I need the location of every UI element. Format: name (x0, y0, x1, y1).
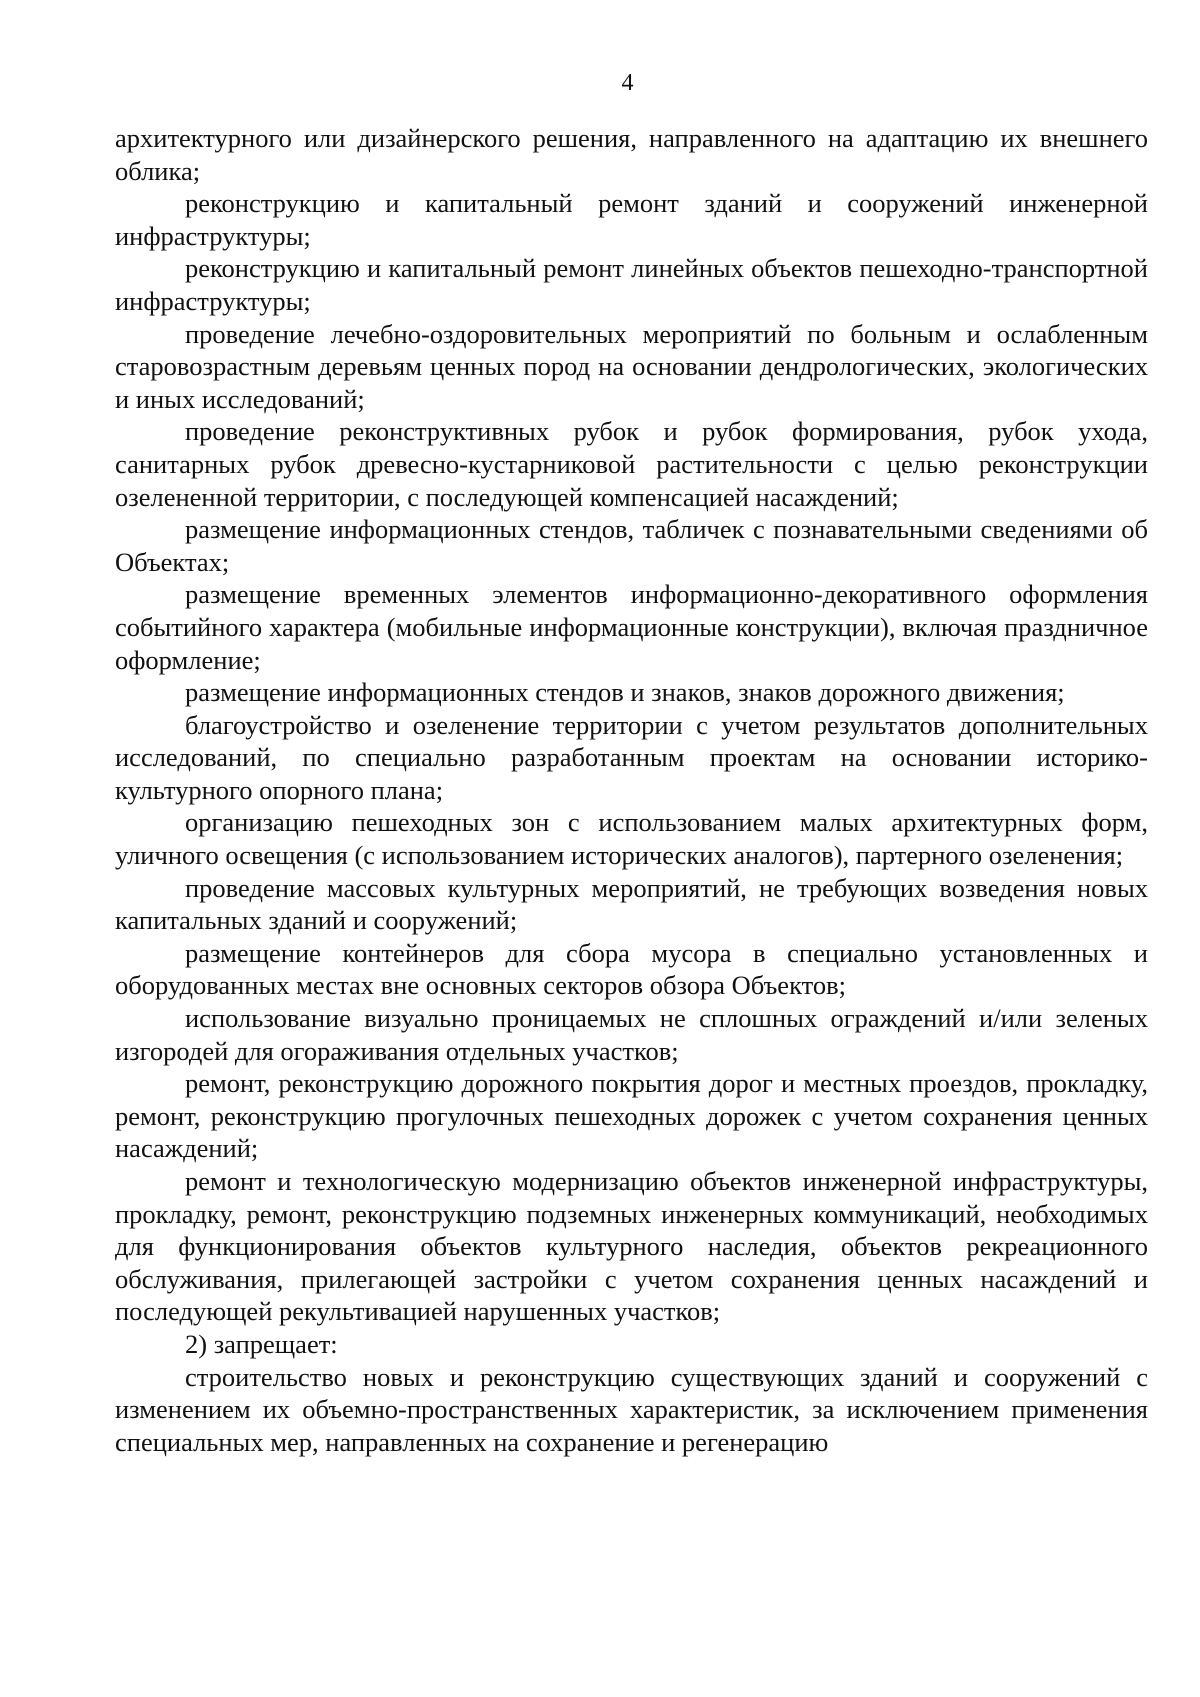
list-item-temporary-decor: размещение временных элементов информационно-декоративного оформления событийного характера (мобильные информационные конструкции), включая праздничное оформление; (115, 579, 1148, 675)
list-item-reconstruction-engineering: реконструкцию и капитальный ремонт зданий и сооружений инженерной инфраструктуры; (115, 188, 1148, 251)
list-item-reconstruction-linear-objects: реконструкцию и капитальный ремонт линейных объектов пешеходно-транспортной инфраструктуры; (115, 253, 1148, 316)
list-item-engineering-modernization: ремонт и технологическую модернизацию объектов инженерной инфраструктуры, прокладку, ремонт, реконструкцию подземных инженерных коммуникаций, необходимых для функционирования объектов культурного наследия, объектов рекреационного обслуживания, прилегающей застройки с учетом сохранения ценных насаждений и последующей рекультивацией нарушенных участков; (115, 1166, 1148, 1327)
list-item-waste-containers: размещение контейнеров для сбора мусора в специально установленных и оборудованных местах вне основных секторов обзора Объектов; (115, 937, 1148, 1001)
list-item-tree-treatment: проведение лечебно-оздоровительных мероприятий по больным и ослабленным старовозрастным деревьям ценных пород на основании дендрологических, экологических и иных исследований; (115, 318, 1148, 414)
list-item-reconstructive-felling: проведение реконструктивных рубок и рубок формирования, рубок ухода, санитарных рубок древесно-кустарниковой растительности с целью реконструкции озелененной территории, с последующей компенсацией насаждений; (115, 416, 1148, 512)
list-item-cultural-events: проведение массовых культурных мероприятий, не требующих возведения новых капитальных зданий и сооружений; (115, 872, 1148, 936)
list-item-road-repair: ремонт, реконструкцию дорожного покрытия дорог и местных проездов, прокладку, ремонт, реконструкцию прогулочных пешеходных дорожек с учетом сохранения ценных насаждений; (115, 1068, 1148, 1164)
list-item-landscaping: благоустройство и озеленение территории с учетом результатов дополнительных исследований, по специально разработанным проектам на основании историко-культурного опорного плана; (115, 709, 1148, 805)
list-item-fencing: использование визуально проницаемых не сплошных ограждений и/или зеленых изгородей для огораживания отдельных участков; (115, 1003, 1148, 1066)
list-item-info-stands: размещение информационных стендов, табличек с познавательными сведениями об Объектах; (115, 514, 1148, 577)
paragraph-continuation: архитектурного или дизайнерского решения, направленного на адаптацию их внешнего облика; (115, 123, 1148, 186)
list-item-construction-prohibited: строительство новых и реконструкцию существующих зданий и сооружений с изменением их объемно-пространственных характеристик, за исключением применения специальных мер, направленных на сохранение и регенерацию (115, 1361, 1148, 1457)
section-heading-prohibits: 2) запрещает: (185, 1328, 338, 1359)
list-item-pedestrian-zones: организацию пешеходных зон с использованием малых архитектурных форм, уличного освещения (с использованием исторических аналогов), партерного озеленения; (115, 807, 1148, 871)
list-item-stands-and-signs: размещение информационных стендов и знаков, знаков дорожного движения; (185, 677, 1065, 708)
document-body (115, 122, 1148, 1458)
page-number: 4 (621, 70, 634, 96)
